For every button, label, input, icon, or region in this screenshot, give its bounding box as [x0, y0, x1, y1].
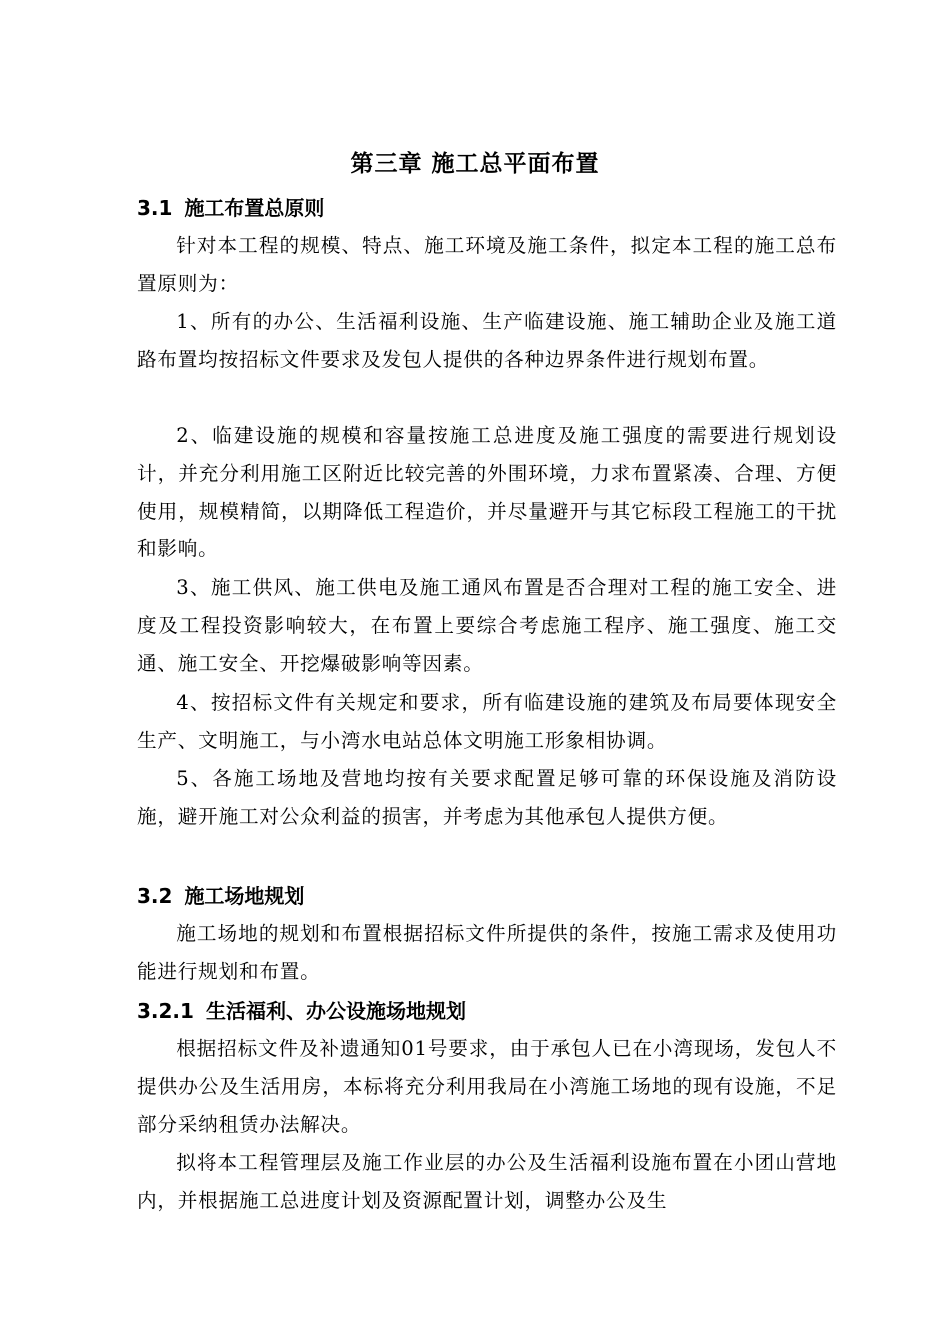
section-heading-3-2 — [137, 880, 304, 912]
section-title: 生活福利、办公设施场地规划 — [205, 999, 466, 1023]
section-heading-3-1 — [137, 192, 324, 224]
paragraph-principle-3: 3、施工供风、施工供电及施工通风布置是否合理对工程的施工安全、进度及工程投资影响较大，在布置上要综合考虑施工程序、施工强度、施工交通、施工安全、开挖爆破影响等因素。 — [137, 576, 837, 675]
paragraph-facilities-1: 根据招标文件及补遗通知01号要求，由于承包人已在小湾现场，发包人不提供办公及生活用房，本标将充分利用我局在小湾施工场地的现有设施，不足部分采纳租赁办法解决。 — [137, 1037, 837, 1136]
paragraph-site-planning: 施工场地的规划和布置根据招标文件所提供的条件，按施工需求及使用功能进行规划和布置。 — [137, 922, 837, 983]
section-title: 施工场地规划 — [184, 884, 305, 908]
paragraph-facilities-2: 拟将本工程管理层及施工作业层的办公及生活福利设施布置在小团山营地内，并根据施工总进度计划及资源配置计划，调整办公及生 — [137, 1151, 837, 1212]
paragraph-principle-1: 1、所有的办公、生活福利设施、生产临建设施、施工辅助企业及施工道路布置均按招标文件要求及发包人提供的各种边界条件进行规划布置。 — [137, 310, 837, 371]
section-number: 3.1 — [137, 196, 173, 220]
section-heading-3-2-1 — [137, 995, 466, 1027]
paragraph-principle-2: 2、临建设施的规模和容量按施工总进度及施工强度的需要进行规划设计，并充分利用施工区附近比较完善的外围环境，力求布置紧凑、合理、方便使用，规模精简，以期降低工程造价，并尽量避开与其它标段工程施工的干扰和影响。 — [137, 424, 837, 561]
section-number: 3.2.1 — [137, 999, 194, 1023]
paragraph-principle-4: 4、按招标文件有关规定和要求，所有临建设施的建筑及布局要体现安全生产、文明施工，与小湾水电站总体文明施工形象相协调。 — [137, 691, 837, 752]
section-number: 3.2 — [137, 884, 173, 908]
paragraph-principles-intro: 针对本工程的规模、特点、施工环境及施工条件，拟定本工程的施工总布置原则为： — [137, 234, 837, 295]
paragraph-principle-5: 5、各施工场地及营地均按有关要求配置足够可靠的环保设施及消防设施，避开施工对公众利益的损害，并考虑为其他承包人提供方便。 — [137, 767, 837, 828]
section-title: 施工布置总原则 — [184, 196, 325, 220]
chapter-title: 第三章 施工总平面布置 — [350, 151, 600, 177]
